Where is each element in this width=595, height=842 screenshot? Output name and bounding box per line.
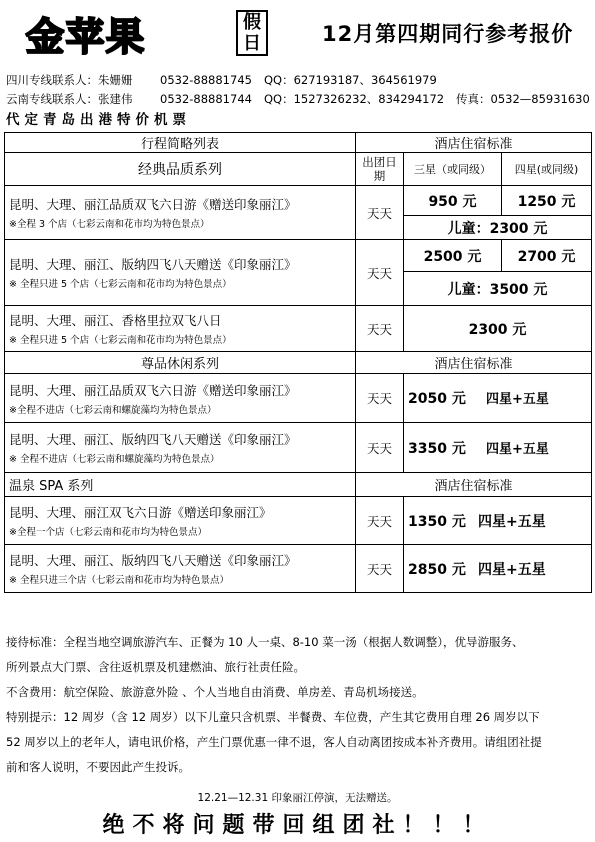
slogan: 绝不将问题带回组团社！！！ xyxy=(102,813,493,838)
price-four-star: 2700 元 xyxy=(502,240,592,272)
hotel-star: 四星+五星 xyxy=(486,441,549,457)
spa-series-title: 温泉 SPA 系列 xyxy=(5,473,356,497)
route-name: 昆明、大理、丽江、版纳四飞八天赠送《印象丽江》 xyxy=(9,553,297,568)
table-row xyxy=(5,240,592,272)
fax: 传真：0532—85931630 xyxy=(456,92,590,106)
route-name: 昆明、大理、丽江品质双飞六日游《赠送印象丽江》 xyxy=(9,382,297,398)
contacts xyxy=(6,70,592,108)
yunnan-contact: 云南专线联系人：张建伟 xyxy=(6,92,133,106)
special-notice-cont: 52 周岁以上的老年人，请电讯价格，产生门票优惠一律不退，客人自动离团按成本补齐费用。请组团社提 xyxy=(6,735,542,749)
stop-notice: 12.21—12.31 印象丽江停演，无法赠送。 xyxy=(197,792,398,804)
four-star-header: 四星(或同级) xyxy=(502,153,592,186)
departure-day: 天天 xyxy=(356,423,404,473)
child-price: 儿童：2300 元 xyxy=(404,216,592,240)
col-hotel-header: 酒店住宿标准 xyxy=(356,133,592,153)
price-three-star: 950 元 xyxy=(404,186,502,216)
page-title: 12月第四期同行参考报价 xyxy=(322,22,574,46)
logo-badge-top: 假 xyxy=(243,12,261,33)
departure-day: 天天 xyxy=(356,186,404,240)
route-note: ※ 全程不进店（七彩云南和螺旋藻均为特色景点） xyxy=(9,454,220,465)
yunnan-phone: 0532-88881744 xyxy=(160,92,252,106)
leisure-hotel-header: 酒店住宿标准 xyxy=(356,352,592,374)
hotel-star: 四星+五星 xyxy=(478,561,546,578)
col-itinerary-header: 行程简略列表 xyxy=(5,133,356,153)
route-note: ※ 全程只进 5 个店（七彩云南和花市均为特色景点） xyxy=(9,335,232,346)
departure-day: 天天 xyxy=(356,306,404,352)
route-price: 3350 元 xyxy=(408,440,466,457)
special-notice: 特别提示：12 周岁（含 12 周岁）以下儿童只含机票、半餐费、车位费，产生其它费用自理 26 周岁以下 xyxy=(6,710,540,724)
sichuan-qq: QQ：627193187、364561979 xyxy=(264,73,437,87)
table-row xyxy=(5,374,592,423)
route-note: ※全程不进店（七彩云南和螺旋藻均为特色景点） xyxy=(9,404,217,416)
route-name: 昆明、大理、丽江、版纳四飞八天赠送《印象丽江》 xyxy=(9,257,297,272)
child-price: 儿童：3500 元 xyxy=(404,272,592,306)
price-three-star: 2500 元 xyxy=(404,240,502,272)
route-note: ※全程 3 个店（七彩云南和花市均为特色景点） xyxy=(9,219,210,230)
table-row xyxy=(5,186,592,216)
departure-day: 天天 xyxy=(356,240,404,306)
departure-day: 天天 xyxy=(356,374,404,423)
route-note: ※ 全程只进三个店（七彩云南和花市均为特色景点） xyxy=(9,575,229,586)
departure-day: 天天 xyxy=(356,545,404,593)
table-row xyxy=(5,423,592,473)
reception-standard-cont: 所列景点大门票、含往返机票及机建燃油、旅行社责任险。 xyxy=(6,660,305,674)
route-name: 昆明、大理、丽江、香格里拉双飞八日 xyxy=(9,313,222,328)
table-row xyxy=(5,545,592,593)
departure-day: 天天 xyxy=(356,497,404,545)
three-star-header: 三星（或同级） xyxy=(404,153,502,186)
excluded-costs: 不含费用：航空保险、旅游意外险 、个人当地自由消费、单房差、青岛机场接送。 xyxy=(6,685,424,699)
logo-badge xyxy=(236,10,268,56)
route-name: 昆明、大理、丽江、版纳四飞八天赠送《印象丽江》 xyxy=(9,432,297,447)
ticket-line: 代定青岛出港特价机票 xyxy=(6,112,191,128)
route-name: 昆明、大理、丽江双飞六日游《赠送印象丽江》 xyxy=(9,505,272,520)
route-note: ※全程一个店（七彩云南和花市均为特色景点） xyxy=(9,527,207,538)
special-notice-end: 前和客人说明，不要因此产生投诉。 xyxy=(6,760,190,774)
sichuan-contact: 四川专线联系人：朱姗姗 xyxy=(6,73,133,87)
route-price: 2850 元 xyxy=(408,561,466,578)
table-row xyxy=(5,497,592,545)
route-name: 昆明、大理、丽江品质双飞六日游《赠送印象丽江》 xyxy=(9,197,297,212)
spa-hotel-header: 酒店住宿标准 xyxy=(356,473,592,497)
classic-series-title: 经典品质系列 xyxy=(5,153,356,186)
terms xyxy=(6,630,590,780)
sichuan-phone: 0532-88881745 xyxy=(160,73,252,87)
hotel-star: 四星+五星 xyxy=(478,513,546,530)
header xyxy=(0,0,595,62)
route-price: 2300 元 xyxy=(404,306,592,352)
table-row xyxy=(5,306,592,352)
hotel-star: 四星+五星 xyxy=(486,392,549,407)
leisure-series-title: 尊品休闲系列 xyxy=(5,352,356,374)
logo-text: 金苹果 xyxy=(26,14,147,59)
departure-header: 出团日期 xyxy=(356,153,404,186)
logo-badge-bottom: 日 xyxy=(243,33,261,54)
route-price: 1350 元 xyxy=(408,513,466,530)
route-price: 2050 元 xyxy=(408,391,466,407)
yunnan-qq: QQ：1527326232、834294172 xyxy=(264,92,445,106)
price-table xyxy=(4,132,592,593)
route-note: ※ 全程只进 5 个店（七彩云南和花市均为特色景点） xyxy=(9,279,232,290)
reception-standard: 接待标准：全程当地空调旅游汽车、正餐为 10 人一桌、8-10 菜一汤（根据人数调整），优导游服务、 xyxy=(6,635,524,649)
price-four-star: 1250 元 xyxy=(502,186,592,216)
